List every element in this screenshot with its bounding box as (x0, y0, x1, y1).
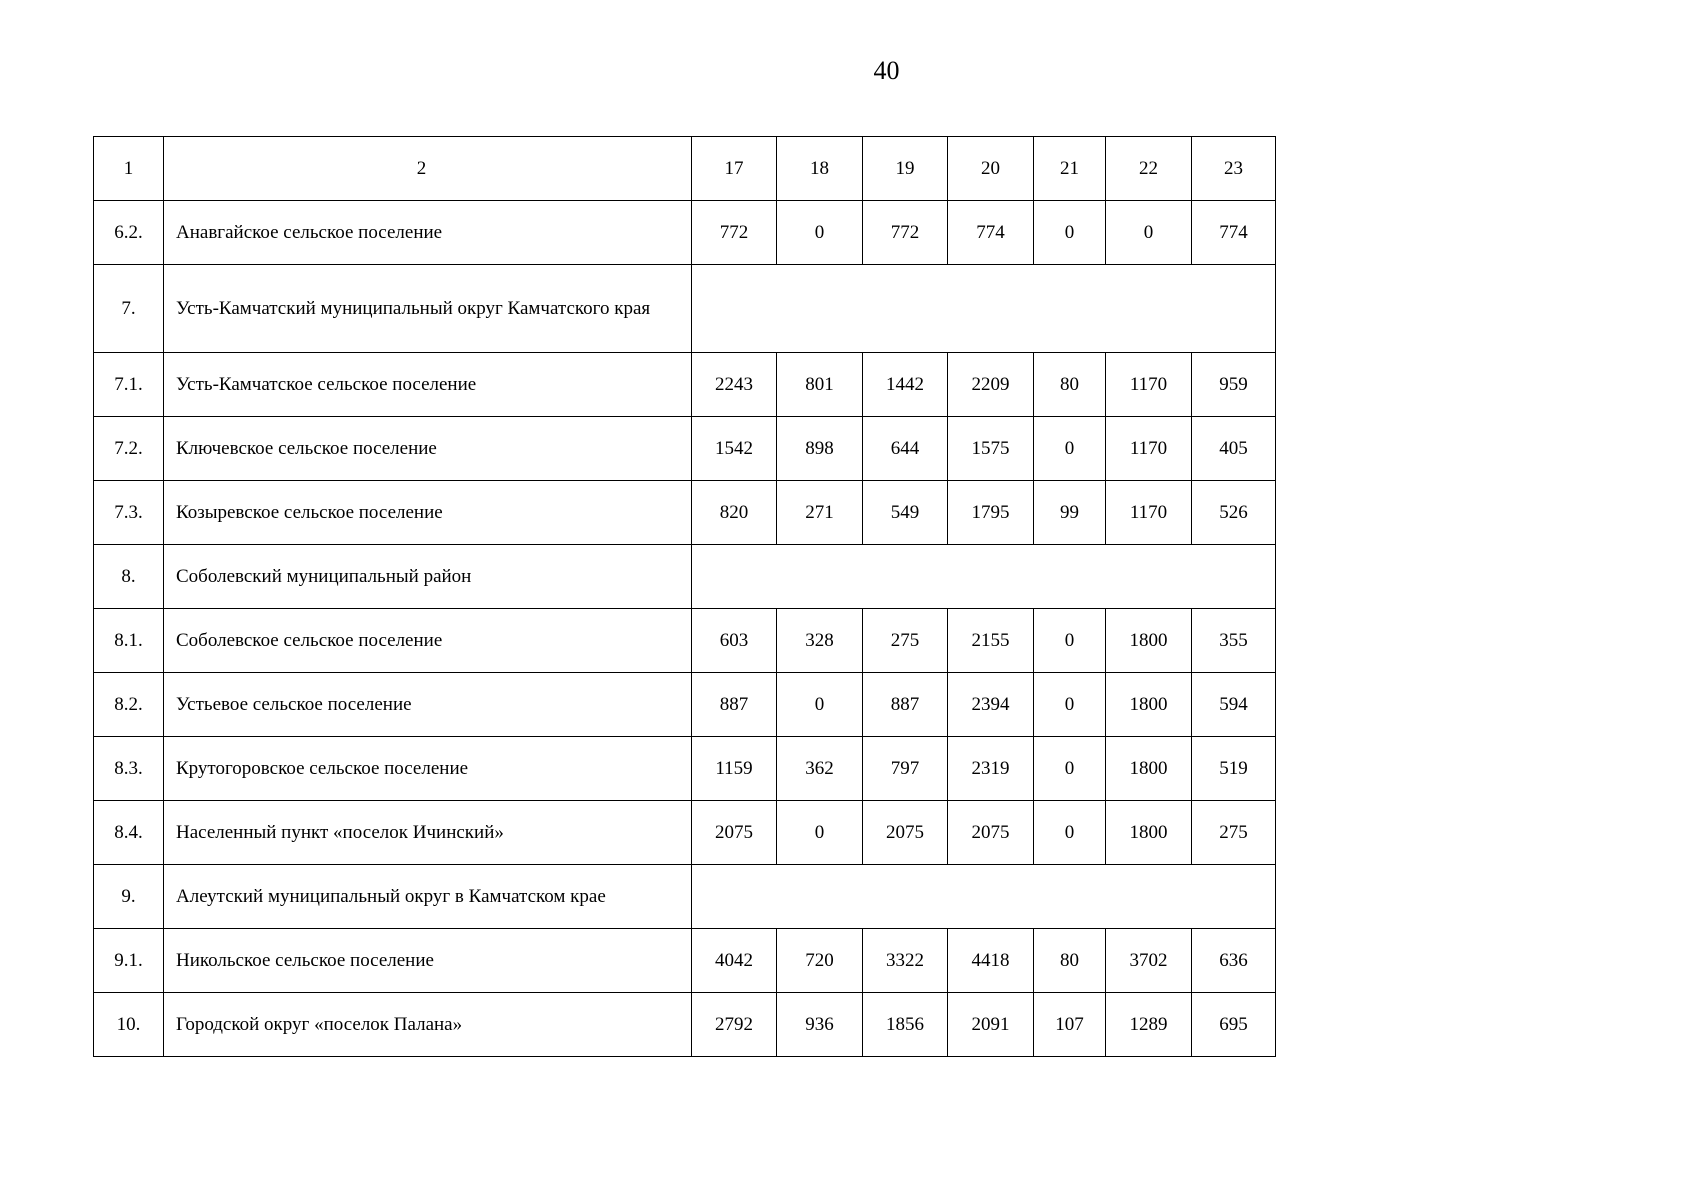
value-cell: 526 (1192, 481, 1276, 545)
value-cell: 887 (863, 673, 948, 737)
value-cell: 4418 (948, 929, 1034, 993)
value-cell: 0 (1034, 801, 1106, 865)
row-number-cell: 7.3. (94, 481, 164, 545)
value-cell: 2319 (948, 737, 1034, 801)
row-name-cell: Анавгайское сельское поселение (164, 201, 692, 265)
value-cell: 0 (777, 201, 863, 265)
value-cell: 1170 (1106, 481, 1192, 545)
value-cell: 1170 (1106, 417, 1192, 481)
header-cell: 21 (1034, 137, 1106, 201)
value-cell: 644 (863, 417, 948, 481)
value-cell: 2243 (692, 353, 777, 417)
value-cell: 2209 (948, 353, 1034, 417)
section-row (94, 545, 1276, 609)
value-cell: 2792 (692, 993, 777, 1057)
value-cell: 99 (1034, 481, 1106, 545)
value-cell: 4042 (692, 929, 777, 993)
value-cell: 275 (1192, 801, 1276, 865)
value-cell: 936 (777, 993, 863, 1057)
value-cell: 797 (863, 737, 948, 801)
value-cell: 695 (1192, 993, 1276, 1057)
section-row (94, 265, 1276, 353)
value-cell: 80 (1034, 353, 1106, 417)
table-row (94, 481, 1276, 545)
row-number-cell: 8.1. (94, 609, 164, 673)
value-cell: 0 (1034, 201, 1106, 265)
value-cell: 772 (863, 201, 948, 265)
row-number-cell: 9.1. (94, 929, 164, 993)
empty-merged-cell (692, 265, 1276, 353)
value-cell: 1159 (692, 737, 777, 801)
table-row (94, 673, 1276, 737)
row-number-cell: 8.4. (94, 801, 164, 865)
row-name-cell: Населенный пункт «поселок Ичинский» (164, 801, 692, 865)
value-cell: 0 (1034, 737, 1106, 801)
value-cell: 774 (1192, 201, 1276, 265)
value-cell: 519 (1192, 737, 1276, 801)
page-number: 40 (873, 56, 900, 85)
row-number-cell: 6.2. (94, 201, 164, 265)
value-cell: 0 (1034, 673, 1106, 737)
value-cell: 2075 (948, 801, 1034, 865)
value-cell: 898 (777, 417, 863, 481)
value-cell: 774 (948, 201, 1034, 265)
row-number-cell: 10. (94, 993, 164, 1057)
row-name-cell: Соболевский муниципальный район (164, 545, 692, 609)
value-cell: 1800 (1106, 673, 1192, 737)
value-cell: 2394 (948, 673, 1034, 737)
value-cell: 3322 (863, 929, 948, 993)
table-row (94, 417, 1276, 481)
header-cell: 18 (777, 137, 863, 201)
table-row (94, 353, 1276, 417)
row-name-cell: Ключевское сельское поселение (164, 417, 692, 481)
value-cell: 2075 (863, 801, 948, 865)
header-cell: 22 (1106, 137, 1192, 201)
header-cell: 20 (948, 137, 1034, 201)
value-cell: 959 (1192, 353, 1276, 417)
value-cell: 1170 (1106, 353, 1192, 417)
value-cell: 1800 (1106, 609, 1192, 673)
value-cell: 362 (777, 737, 863, 801)
row-name-cell: Алеутский муниципальный округ в Камчатском крае (164, 865, 692, 929)
row-name-cell: Козыревское сельское поселение (164, 481, 692, 545)
value-cell: 2155 (948, 609, 1034, 673)
value-cell: 1542 (692, 417, 777, 481)
value-cell: 0 (1034, 609, 1106, 673)
row-name-cell: Никольское сельское поселение (164, 929, 692, 993)
row-number-cell: 8.3. (94, 737, 164, 801)
value-cell: 355 (1192, 609, 1276, 673)
value-cell: 271 (777, 481, 863, 545)
value-cell: 328 (777, 609, 863, 673)
row-name-cell: Крутогоровское сельское поселение (164, 737, 692, 801)
value-cell: 1795 (948, 481, 1034, 545)
value-cell: 594 (1192, 673, 1276, 737)
row-number-cell: 9. (94, 865, 164, 929)
row-name-cell: Соболевское сельское поселение (164, 609, 692, 673)
value-cell: 887 (692, 673, 777, 737)
value-cell: 1800 (1106, 737, 1192, 801)
row-name-cell: Усть-Камчатское сельское поселение (164, 353, 692, 417)
header-cell: 23 (1192, 137, 1276, 201)
value-cell: 1442 (863, 353, 948, 417)
value-cell: 1800 (1106, 801, 1192, 865)
value-cell: 0 (777, 673, 863, 737)
value-cell: 820 (692, 481, 777, 545)
table-row (94, 737, 1276, 801)
data-table (93, 136, 1276, 1057)
table-row (94, 609, 1276, 673)
value-cell: 0 (1034, 417, 1106, 481)
value-cell: 603 (692, 609, 777, 673)
header-cell: 17 (692, 137, 777, 201)
value-cell: 1575 (948, 417, 1034, 481)
header-cell: 2 (164, 137, 692, 201)
section-row (94, 865, 1276, 929)
value-cell: 720 (777, 929, 863, 993)
row-number-cell: 7.2. (94, 417, 164, 481)
value-cell: 772 (692, 201, 777, 265)
row-name-cell: Устьевое сельское поселение (164, 673, 692, 737)
value-cell: 405 (1192, 417, 1276, 481)
value-cell: 549 (863, 481, 948, 545)
value-cell: 1856 (863, 993, 948, 1057)
row-number-cell: 8. (94, 545, 164, 609)
row-number-cell: 8.2. (94, 673, 164, 737)
row-number-cell: 7. (94, 265, 164, 353)
table-header-row (94, 137, 1276, 201)
row-name-cell: Усть-Камчатский муниципальный округ Камчатского края (164, 265, 692, 353)
table-row (94, 929, 1276, 993)
value-cell: 2091 (948, 993, 1034, 1057)
table-row (94, 993, 1276, 1057)
value-cell: 801 (777, 353, 863, 417)
row-number-cell: 7.1. (94, 353, 164, 417)
value-cell: 0 (1106, 201, 1192, 265)
header-cell: 19 (863, 137, 948, 201)
table-row (94, 801, 1276, 865)
value-cell: 636 (1192, 929, 1276, 993)
value-cell: 107 (1034, 993, 1106, 1057)
value-cell: 0 (777, 801, 863, 865)
empty-merged-cell (692, 865, 1276, 929)
value-cell: 275 (863, 609, 948, 673)
empty-merged-cell (692, 545, 1276, 609)
header-cell: 1 (94, 137, 164, 201)
table-row (94, 201, 1276, 265)
row-name-cell: Городской округ «поселок Палана» (164, 993, 692, 1057)
value-cell: 2075 (692, 801, 777, 865)
value-cell: 1289 (1106, 993, 1192, 1057)
value-cell: 80 (1034, 929, 1106, 993)
value-cell: 3702 (1106, 929, 1192, 993)
